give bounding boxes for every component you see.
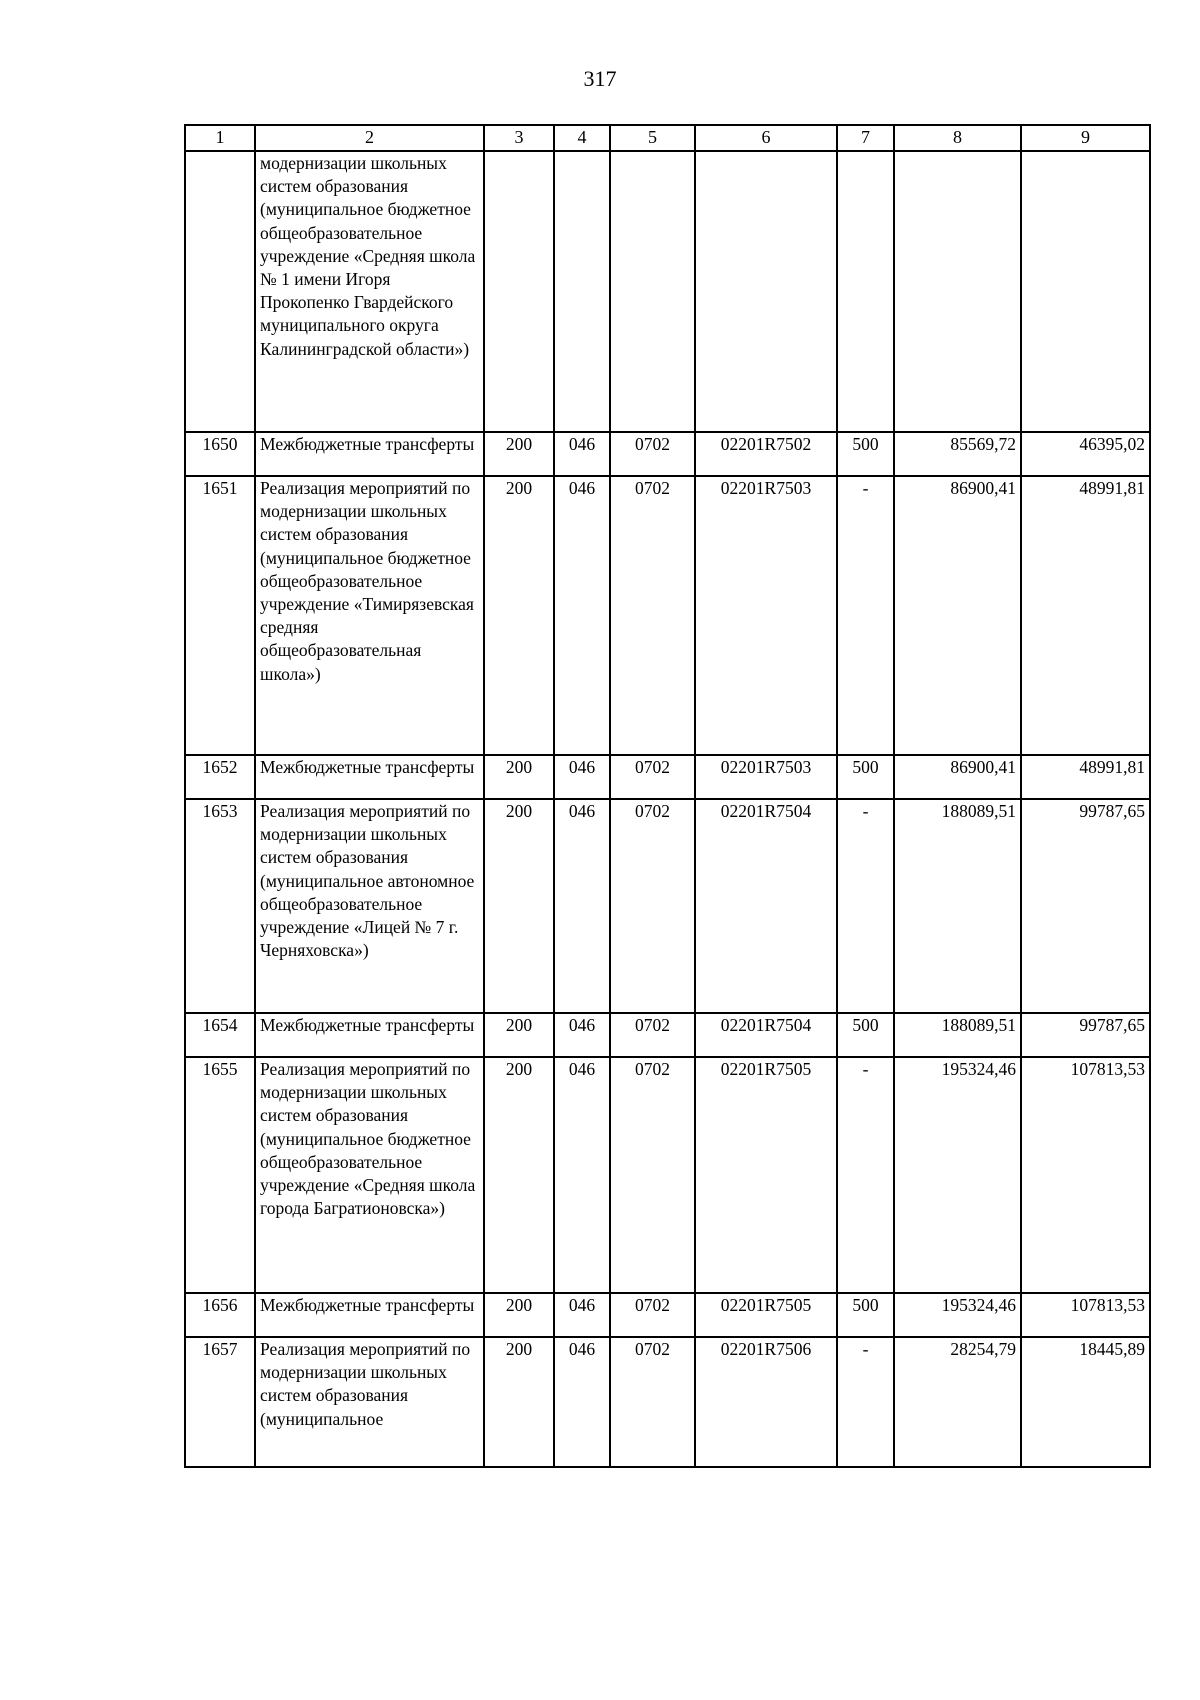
column-5-cell: 0702 [610,1013,695,1057]
column-6-cell: 02201R7504 [695,1013,837,1057]
column-6-cell: 02201R7505 [695,1293,837,1337]
column-8-cell: 28254,79 [894,1337,1021,1467]
column-7-cell: 500 [837,1293,894,1337]
column-5-cell: 0702 [610,1337,695,1467]
page-number: 317 [583,66,617,91]
column-5-cell: 0702 [610,476,695,755]
item-name-cell: Межбюджетные трансферты [255,1293,484,1337]
column-8-cell: 188089,51 [894,1013,1021,1057]
column-7-cell [837,151,894,432]
column-4-cell: 046 [554,1293,610,1337]
column-3-cell: 200 [484,476,554,755]
table-row [185,151,1150,432]
column-6-cell: 02201R7506 [695,1337,837,1467]
table-row [185,476,1150,755]
header-cell: 9 [1021,125,1150,151]
column-6-cell: 02201R7505 [695,1057,837,1293]
column-4-cell: 046 [554,476,610,755]
column-7-cell: 500 [837,1013,894,1057]
column-8-cell: 195324,46 [894,1293,1021,1337]
column-5-cell: 0702 [610,755,695,799]
item-name-cell: Реализация мероприятий по модернизации школьных систем образования (муниципальное бюджетное общеобразовательное учреждение «Тимирязевская средняя общеобразовательная школа») [255,476,484,755]
column-5-cell: 0702 [610,1057,695,1293]
column-6-cell: 02201R7502 [695,432,837,476]
item-name-cell: Межбюджетные трансферты [255,432,484,476]
column-8-cell [894,151,1021,432]
row-number-cell: 1657 [185,1337,255,1467]
row-number-cell [185,151,255,432]
item-name-cell: Межбюджетные трансферты [255,1013,484,1057]
column-9-cell: 46395,02 [1021,432,1150,476]
column-8-cell: 195324,46 [894,1057,1021,1293]
item-name-cell: Реализация мероприятий по модернизации школьных систем образования (муниципальное [255,1337,484,1467]
column-4-cell: 046 [554,1013,610,1057]
item-name-cell: модернизации школьных систем образования (муниципальное бюджетное общеобразовательное учреждение «Средняя школа № 1 имени Игоря Прокопенко Гвардейского муниципального округа Калининградской области») [255,151,484,432]
column-3-cell: 200 [484,799,554,1013]
column-9-cell: 48991,81 [1021,476,1150,755]
column-5-cell: 0702 [610,432,695,476]
column-4-cell [554,151,610,432]
table-row [185,755,1150,799]
column-8-cell: 86900,41 [894,476,1021,755]
header-cell: 7 [837,125,894,151]
column-4-cell: 046 [554,432,610,476]
header-cell: 8 [894,125,1021,151]
column-7-cell: - [837,476,894,755]
header-cell: 1 [185,125,255,151]
column-3-cell: 200 [484,755,554,799]
column-9-cell: 107813,53 [1021,1293,1150,1337]
column-3-cell [484,151,554,432]
column-5-cell [610,151,695,432]
column-6-cell: 02201R7503 [695,476,837,755]
column-8-cell: 86900,41 [894,755,1021,799]
table-row [185,1013,1150,1057]
row-number-cell: 1651 [185,476,255,755]
column-9-cell: 18445,89 [1021,1337,1150,1467]
column-3-cell: 200 [484,432,554,476]
column-7-cell: - [837,1057,894,1293]
header-cell: 4 [554,125,610,151]
column-9-cell: 99787,65 [1021,1013,1150,1057]
column-8-cell: 85569,72 [894,432,1021,476]
column-3-cell: 200 [484,1057,554,1293]
column-8-cell: 188089,51 [894,799,1021,1013]
column-4-cell: 046 [554,755,610,799]
column-6-cell [695,151,837,432]
budget-table [184,124,1151,1468]
table-row [185,432,1150,476]
column-9-cell: 99787,65 [1021,799,1150,1013]
column-9-cell: 48991,81 [1021,755,1150,799]
column-4-cell: 046 [554,1337,610,1467]
header-cell: 2 [255,125,484,151]
item-name-cell: Реализация мероприятий по модернизации школьных систем образования (муниципальное автономное общеобразовательное учреждение «Лицей № 7 г. Черняховска») [255,799,484,1013]
column-3-cell: 200 [484,1293,554,1337]
table-header-row [185,125,1150,151]
column-6-cell: 02201R7503 [695,755,837,799]
column-7-cell: 500 [837,755,894,799]
column-3-cell: 200 [484,1337,554,1467]
column-5-cell: 0702 [610,1293,695,1337]
column-7-cell: - [837,1337,894,1467]
row-number-cell: 1652 [185,755,255,799]
row-number-cell: 1655 [185,1057,255,1293]
item-name-cell: Межбюджетные трансферты [255,755,484,799]
column-9-cell: 107813,53 [1021,1057,1150,1293]
column-7-cell: - [837,799,894,1013]
column-3-cell: 200 [484,1013,554,1057]
column-4-cell: 046 [554,799,610,1013]
header-cell: 6 [695,125,837,151]
column-7-cell: 500 [837,432,894,476]
column-6-cell: 02201R7504 [695,799,837,1013]
row-number-cell: 1656 [185,1293,255,1337]
column-4-cell: 046 [554,1057,610,1293]
row-number-cell: 1653 [185,799,255,1013]
table-row [185,1057,1150,1293]
header-cell: 3 [484,125,554,151]
table-row [185,1293,1150,1337]
table-row [185,1337,1150,1467]
column-5-cell: 0702 [610,799,695,1013]
table-row [185,799,1150,1013]
column-9-cell [1021,151,1150,432]
item-name-cell: Реализация мероприятий по модернизации школьных систем образования (муниципальное бюджетное общеобразовательное учреждение «Средняя школа города Багратионовска») [255,1057,484,1293]
row-number-cell: 1650 [185,432,255,476]
header-cell: 5 [610,125,695,151]
row-number-cell: 1654 [185,1013,255,1057]
